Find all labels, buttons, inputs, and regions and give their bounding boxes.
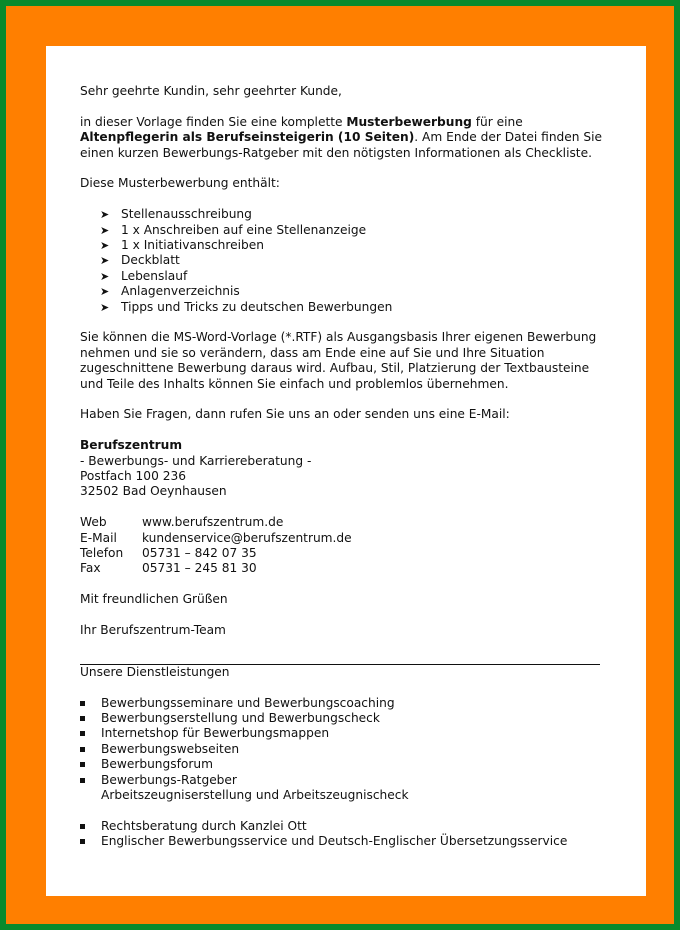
list-item-continuation: Arbeitszeugniserstellung und Arbeitszeugnischeck [101,788,409,803]
square-bullet-icon [80,762,85,767]
signature: Ihr Berufszentrum-Team [80,623,226,638]
arrow-bullet-icon: ➤ [100,285,110,299]
arrow-bullet-icon: ➤ [100,239,110,253]
arrow-bullet-icon: ➤ [100,300,110,314]
closing: Mit freundlichen Grüßen [80,592,228,607]
web-link[interactable]: www.berufszentrum.de [142,515,284,530]
square-bullet-icon [80,701,85,706]
list-item: ➤ Tipps und Tricks zu deutschen Bewerbungen [100,299,393,314]
square-bullet-icon [80,747,85,752]
greeting: Sehr geehrte Kundin, sehr geehrter Kunde, [80,84,342,98]
contact-fax: Fax 05731 – 245 81 30 [80,561,257,576]
company-city: 32502 Bad Oeynhausen [80,484,227,499]
document-page [46,46,646,896]
intro-bold-product: Musterbewerbung [346,114,472,129]
contact-web: Web www.berufszentrum.de [80,515,284,530]
contents-list [80,207,610,315]
contact-email: E-Mail kundenservice@berufszentrum.de [80,530,352,545]
questions-line: Haben Sie Fragen, dann rufen Sie uns an oder senden uns eine E-Mail: [80,407,510,422]
company-name: Berufszentrum [80,438,183,453]
services-list-1 [80,696,610,804]
company-tagline: - Bewerbungs- und Karriereberatung - [80,453,312,468]
intro-bold-title: Altenpflegerin als Berufseinsteigerin (10 Seiten) [80,130,415,145]
list-item: Bewerbungserstellung und Bewerbungscheck [80,711,610,726]
arrow-bullet-icon: ➤ [100,223,110,237]
list-item: ➤ 1 x Initiativanschreiben [100,238,264,253]
contact-phone: Telefon 05731 – 842 07 35 [80,546,257,561]
arrow-bullet-icon: ➤ [100,208,110,222]
square-bullet-icon [80,731,85,736]
list-item: Internetshop für Bewerbungsmappen [80,726,610,741]
list-item: ➤ 1 x Anschreiben auf eine Stellenanzeige [100,222,367,237]
list-item: ➤ Stellenausschreibung [100,207,252,222]
arrow-bullet-icon: ➤ [100,254,110,268]
list-item: Englischer Bewerbungsservice und Deutsch-Englischer Übersetzungsservice [80,834,610,849]
square-bullet-icon [80,824,85,829]
intro-paragraph: in dieser Vorlage finden Sie eine komplette Musterbewerbung für eine Altenpflegerin als Berufseinsteigerin (10 Seiten). Am Ende der Datei finden Sie einen kurzen Bewerbungs-Ratgeber mit den nötigsten Informationen als Checkliste. [80,114,603,160]
services-heading: Unsere Dienstleistungen [80,664,230,679]
list-item: ➤ Anlagenverzeichnis [100,284,240,299]
list-item: Rechtsberatung durch Kanzlei Ott [80,819,610,834]
company-postbox: Postfach 100 236 [80,469,186,484]
email-link[interactable]: kundenservice@berufszentrum.de [142,530,352,545]
list-item: Bewerbungsforum [80,757,610,772]
services-list-2 [80,819,610,850]
arrow-bullet-icon: ➤ [100,269,110,283]
usage-paragraph: Sie können die MS-Word-Vorlage (*.RTF) als Ausgangsbasis Ihrer eigenen Bewerbung nehmen und sie so verändern, dass am Ende eine auf Sie und Ihre Situation zugeschnittene Bewerbung daraus wird. Aufbau, Stil, Platzierung der Textbausteine und Teile des Inhalts können Sie einfach und problemlos übernehmen. [80,330,597,391]
contents-heading: Diese Musterbewerbung enthält: [80,176,280,191]
square-bullet-icon [80,839,85,844]
list-item: Bewerbungsseminare und Bewerbungscoaching [80,696,610,711]
list-item: Bewerbungs-Ratgeber [80,773,610,788]
page-border [6,6,674,924]
list-item: ➤ Deckblatt [100,253,180,268]
square-bullet-icon [80,778,85,783]
list-item: Bewerbungswebseiten [80,742,610,757]
list-item: ➤ Lebenslauf [100,268,188,283]
square-bullet-icon [80,716,85,721]
document-content [80,84,610,850]
